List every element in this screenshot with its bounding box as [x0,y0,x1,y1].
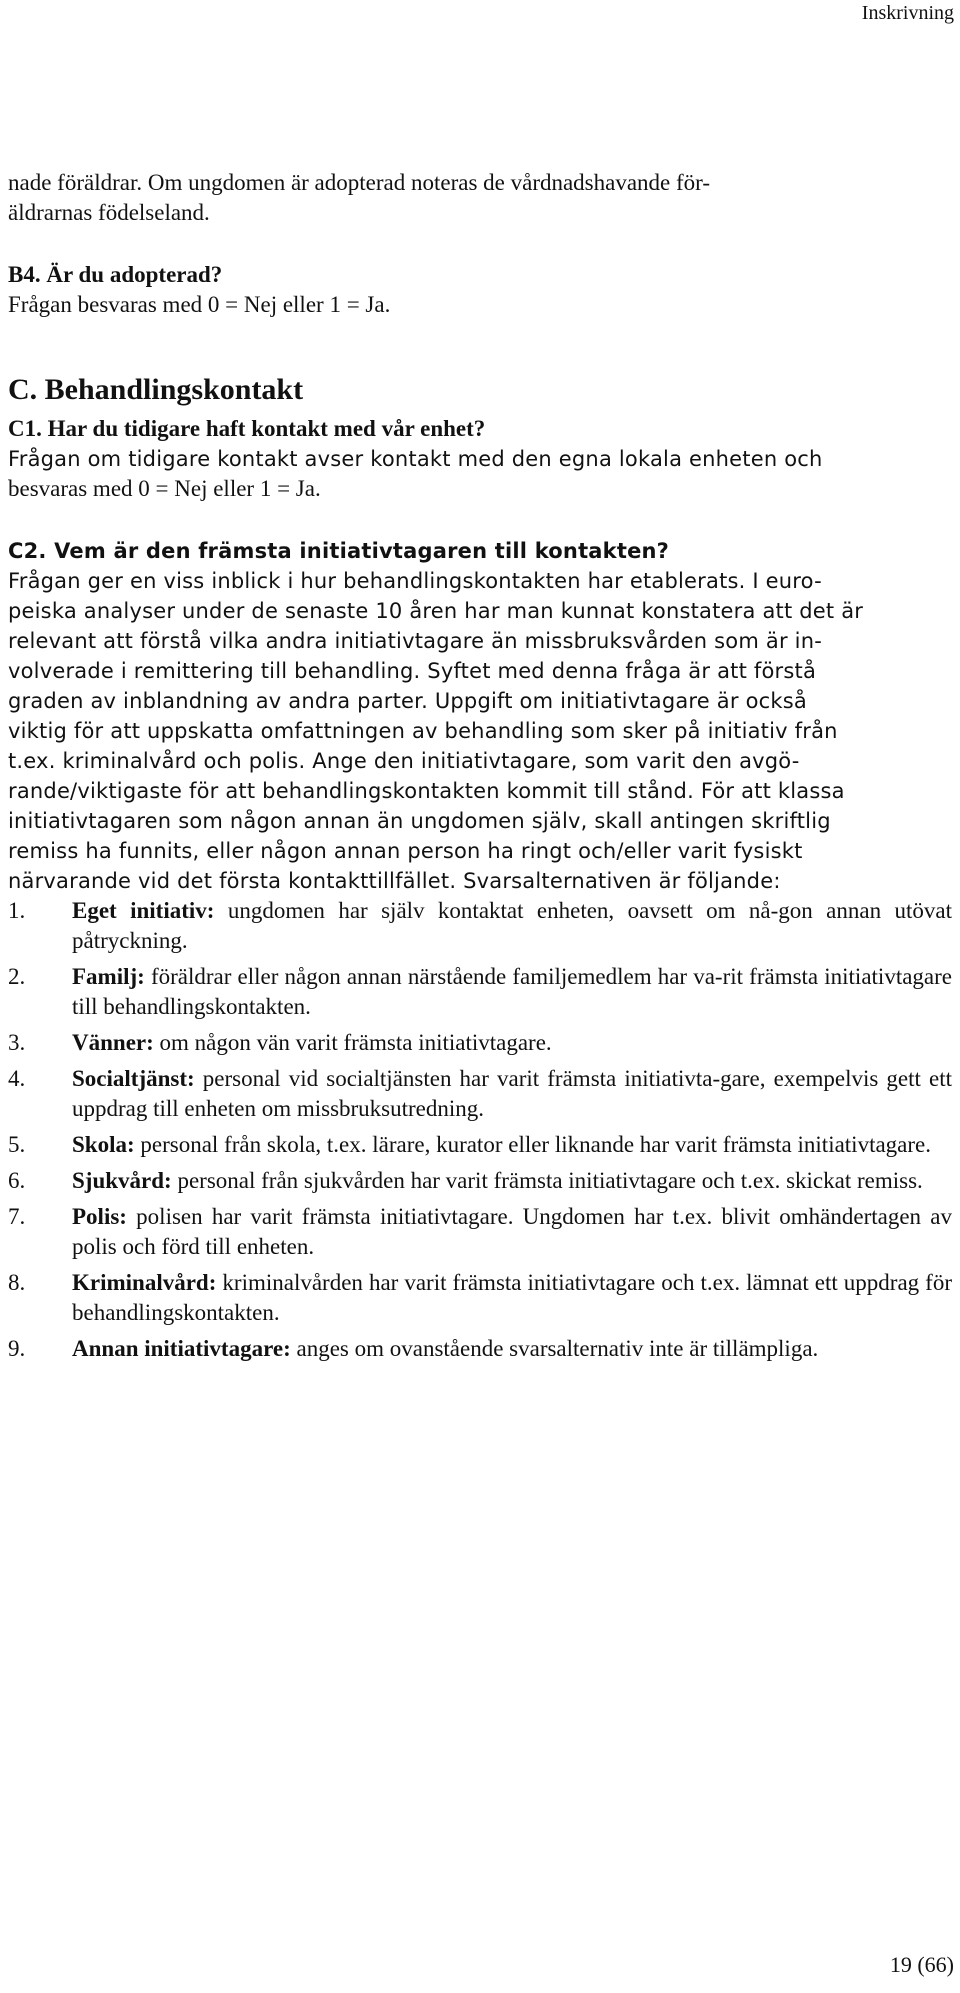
list-item [8,1334,952,1364]
c2-line-5: graden av inblandning av andra parter. Uppgift om initiativtagare är också [8,689,807,713]
intro-line-1: nade föräldrar. Om ungdomen är adopterad noteras de vårdnadshavande för- [8,170,711,195]
list-item [8,1166,952,1196]
b4-heading: B4. Är du adopterad? [8,262,223,287]
c1-heading: C1. Har du tidigare haft kontakt med vår enhet? [8,416,486,441]
option-text [72,1268,952,1328]
c1-line-1: Frågan om tidigare kontakt avser kontakt med den egna lokala enheten och [8,447,823,471]
option-text [72,1028,952,1058]
c1-line-2: besvaras med 0 = Nej eller 1 = Ja. [8,476,321,501]
option-text [72,1130,952,1160]
list-item [8,1268,952,1328]
option-label: Eget initiativ: [72,898,215,923]
running-header: Inskrivning [861,2,954,24]
option-number: 2. [8,964,26,989]
option-label: Kriminalvård: [72,1270,217,1295]
list-item [8,962,952,1022]
option-description: personal från skola, t.ex. lärare, kurator eller liknande har varit främsta initiativtagare. [134,1132,931,1157]
option-description: kriminalvården har varit främsta initiativtagare och t.ex. lämnat ett uppdrag för behandlingskontakten. [72,1270,952,1325]
c2-line-3: relevant att förstå vilka andra initiativtagare än missbruksvården som är in- [8,629,822,653]
option-description: anges om ovanstående svarsalternativ inte är tillämpliga. [290,1336,819,1361]
c2-line-10: remiss ha funnits, eller någon annan person ha ringt och/eller varit fysiskt [8,839,803,863]
option-text [72,1334,952,1364]
list-item [8,1130,952,1160]
c2-line-6: viktig för att uppskatta omfattningen av behandling som sker på initiativ från [8,719,838,743]
page-body [8,168,952,1370]
list-item [8,1028,952,1058]
list-item [8,1202,952,1262]
option-number: 8. [8,1270,26,1295]
option-text [72,896,952,956]
option-number: 6. [8,1168,26,1193]
option-description: om någon vän varit främsta initiativtagare. [153,1030,552,1055]
c2-line-2: peiska analyser under de senaste 10 åren har man kunnat konstatera att det är [8,599,864,623]
intro-paragraph [8,168,952,228]
option-description: polisen har varit främsta initiativtagare. Ungdomen har t.ex. blivit omhändertagen av polis och förd till enheten. [72,1204,952,1259]
option-description: ungdomen har själv kontaktat enheten, oavsett om nå-gon annan utövat påtryckning. [72,898,952,953]
option-label: Familj: [72,964,145,989]
option-description: föräldrar eller någon annan närstående familjemedlem har va-rit främsta initiativtagare till behandlingskontakten. [72,964,952,1019]
c2-line-7: t.ex. kriminalvård och polis. Ange den initiativtagare, som varit den avgö- [8,749,800,773]
option-text [72,962,952,1022]
b4-block [8,260,952,320]
intro-line-2: äldrarnas födelseland. [8,200,210,225]
option-label: Socialtjänst: [72,1066,195,1091]
option-number: 3. [8,1030,26,1055]
list-item [8,1064,952,1124]
option-label: Polis: [72,1204,127,1229]
response-options-list [8,896,952,1364]
option-number: 5. [8,1132,26,1157]
c2-line-9: initiativtagaren som någon annan än ungdomen själv, skall antingen skriftlig [8,809,831,833]
c1-block [8,414,952,504]
option-description: personal vid socialtjänsten har varit främsta initiativta-gare, exempelvis gett ett uppdrag till enheten om missbruksutredning. [72,1066,952,1121]
option-text [72,1166,952,1196]
b4-text: Frågan besvaras med 0 = Nej eller 1 = Ja. [8,292,391,317]
c2-block [8,536,952,896]
option-number: 7. [8,1204,26,1229]
option-label: Vänner: [72,1030,154,1055]
page-number: 19 (66) [889,1952,954,1977]
option-label: Skola: [72,1132,135,1157]
option-label: Annan initiativtagare: [72,1336,291,1361]
c2-line-4: volverade i remittering till behandling. Syftet med denna fråga är att förstå [8,659,817,683]
option-number: 4. [8,1066,26,1091]
option-number: 1. [8,898,26,923]
c2-line-11: närvarande vid det första kontakttillfället. Svarsalternativen är följande: [8,869,781,893]
option-text [72,1064,952,1124]
list-item [8,896,952,956]
option-number: 9. [8,1336,26,1361]
section-c-heading: C. Behandlingskontakt [8,373,304,406]
c2-line-8: rande/viktigaste för att behandlingskontakten kommit till stånd. För att klassa [8,779,845,803]
option-label: Sjukvård: [72,1168,172,1193]
option-text [72,1202,952,1262]
option-description: personal från sjukvården har varit främsta initiativtagare och t.ex. skickat remiss. [171,1168,923,1193]
c2-heading: C2. Vem är den främsta initiativtagaren till kontakten? [8,539,670,563]
c2-line-1: Frågan ger en viss inblick i hur behandlingskontakten har etablerats. I euro- [8,569,822,593]
